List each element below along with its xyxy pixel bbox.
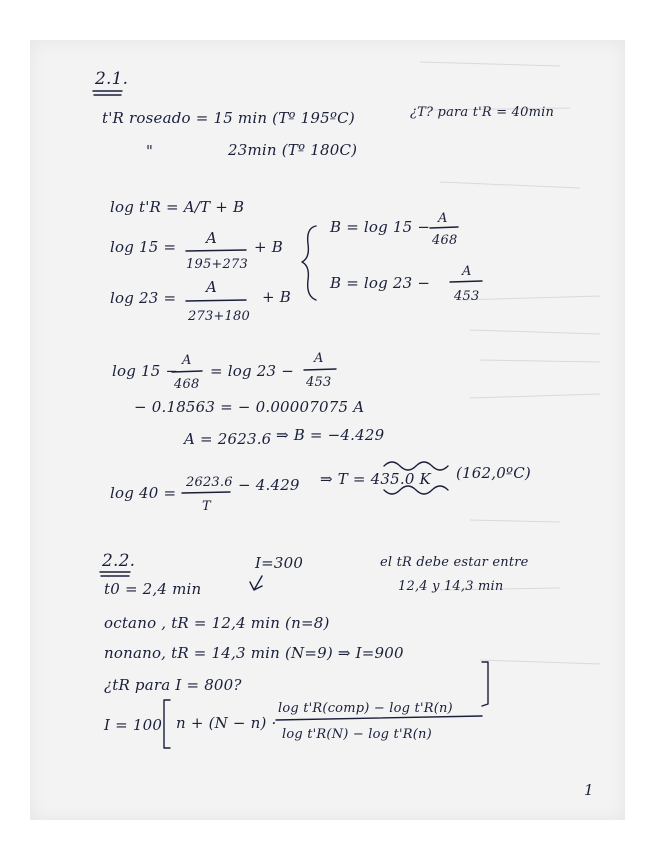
close-bracket bbox=[482, 662, 488, 706]
given-time-195: t'R roseado = 15 min (Tº 195ºC) bbox=[102, 109, 355, 127]
dead-time: t0 = 2,4 min bbox=[104, 580, 202, 598]
brace-b2: B = log 23 − bbox=[330, 274, 431, 292]
equation-log-tr: log t'R = A/T + B bbox=[110, 198, 245, 216]
open-bracket bbox=[164, 700, 170, 748]
eq-log15-left: log 15 = bbox=[110, 238, 177, 256]
eq7-celsius: (162,0ºC) bbox=[456, 464, 531, 482]
eq4-mid: = log 23 − bbox=[210, 362, 294, 380]
question-temperature: ¿T? para t'R = 40min bbox=[410, 105, 555, 120]
eq-log23-den: 273+180 bbox=[188, 309, 250, 324]
eq-log23-num: A bbox=[206, 278, 218, 296]
eq-log15-plus: + B bbox=[254, 238, 283, 256]
eq4-left: log 15 − bbox=[112, 362, 179, 380]
heading-2-2: 2.2. bbox=[102, 551, 136, 571]
eq7-mid: − 4.429 bbox=[238, 476, 300, 494]
i-300: I=300 bbox=[255, 554, 304, 572]
ditto-mark: " bbox=[146, 142, 154, 160]
eq7-left: log 40 = bbox=[110, 484, 177, 502]
eq4-den2: 453 bbox=[306, 375, 332, 390]
given-time-180: 23min (Tº 180C) bbox=[228, 141, 358, 159]
note-range-1: el tR debe estar entre bbox=[380, 555, 529, 570]
heading-2-1: 2.1. bbox=[95, 69, 129, 89]
kovats-den: log t'R(N) − log t'R(n) bbox=[282, 727, 432, 742]
nonane-line: nonano, tR = 14,3 min (N=9) ⇒ I=900 bbox=[104, 644, 404, 662]
eq4-num2: A bbox=[314, 351, 324, 366]
kovats-n: n + (N − n) · bbox=[176, 714, 277, 732]
question-800: ¿tR para I = 800? bbox=[104, 676, 242, 694]
result-squiggle bbox=[384, 462, 448, 470]
eq-log15-den: 195+273 bbox=[186, 257, 248, 272]
kovats-left: I = 100 bbox=[104, 716, 163, 734]
kovats-num: log t'R(comp) − log t'R(n) bbox=[278, 701, 453, 716]
brace-b1-den: 468 bbox=[432, 233, 458, 248]
brace-b1-num: A bbox=[438, 211, 448, 226]
note-range-2: 12,4 y 14,3 min bbox=[398, 579, 504, 594]
octane-line: octano , tR = 12,4 min (n=8) bbox=[104, 614, 330, 632]
eq-log23-left: log 23 = bbox=[110, 289, 177, 307]
eq-log23-plus: + B bbox=[262, 288, 291, 306]
eq7-den: T bbox=[202, 499, 211, 514]
brace-b1: B = log 15 − bbox=[330, 218, 431, 236]
eq7-num: 2623.6 bbox=[186, 475, 233, 490]
curly-brace bbox=[302, 226, 316, 300]
bleed-through bbox=[420, 62, 600, 664]
page-number: 1 bbox=[584, 781, 594, 799]
eq7-result: ⇒ T = 435.0 K bbox=[320, 470, 431, 488]
brace-b2-den: 453 bbox=[454, 289, 480, 304]
eq5: − 0.18563 = − 0.00007075 A bbox=[134, 398, 365, 416]
eq4-den1: 468 bbox=[174, 377, 200, 392]
eq4-num1: A bbox=[182, 353, 192, 368]
eq6-a-value: A = 2623.6 bbox=[184, 430, 272, 448]
eq-log15-num: A bbox=[206, 229, 218, 247]
eq6-b-value: ⇒ B = −4.429 bbox=[276, 426, 385, 444]
brace-b2-num: A bbox=[462, 264, 472, 279]
